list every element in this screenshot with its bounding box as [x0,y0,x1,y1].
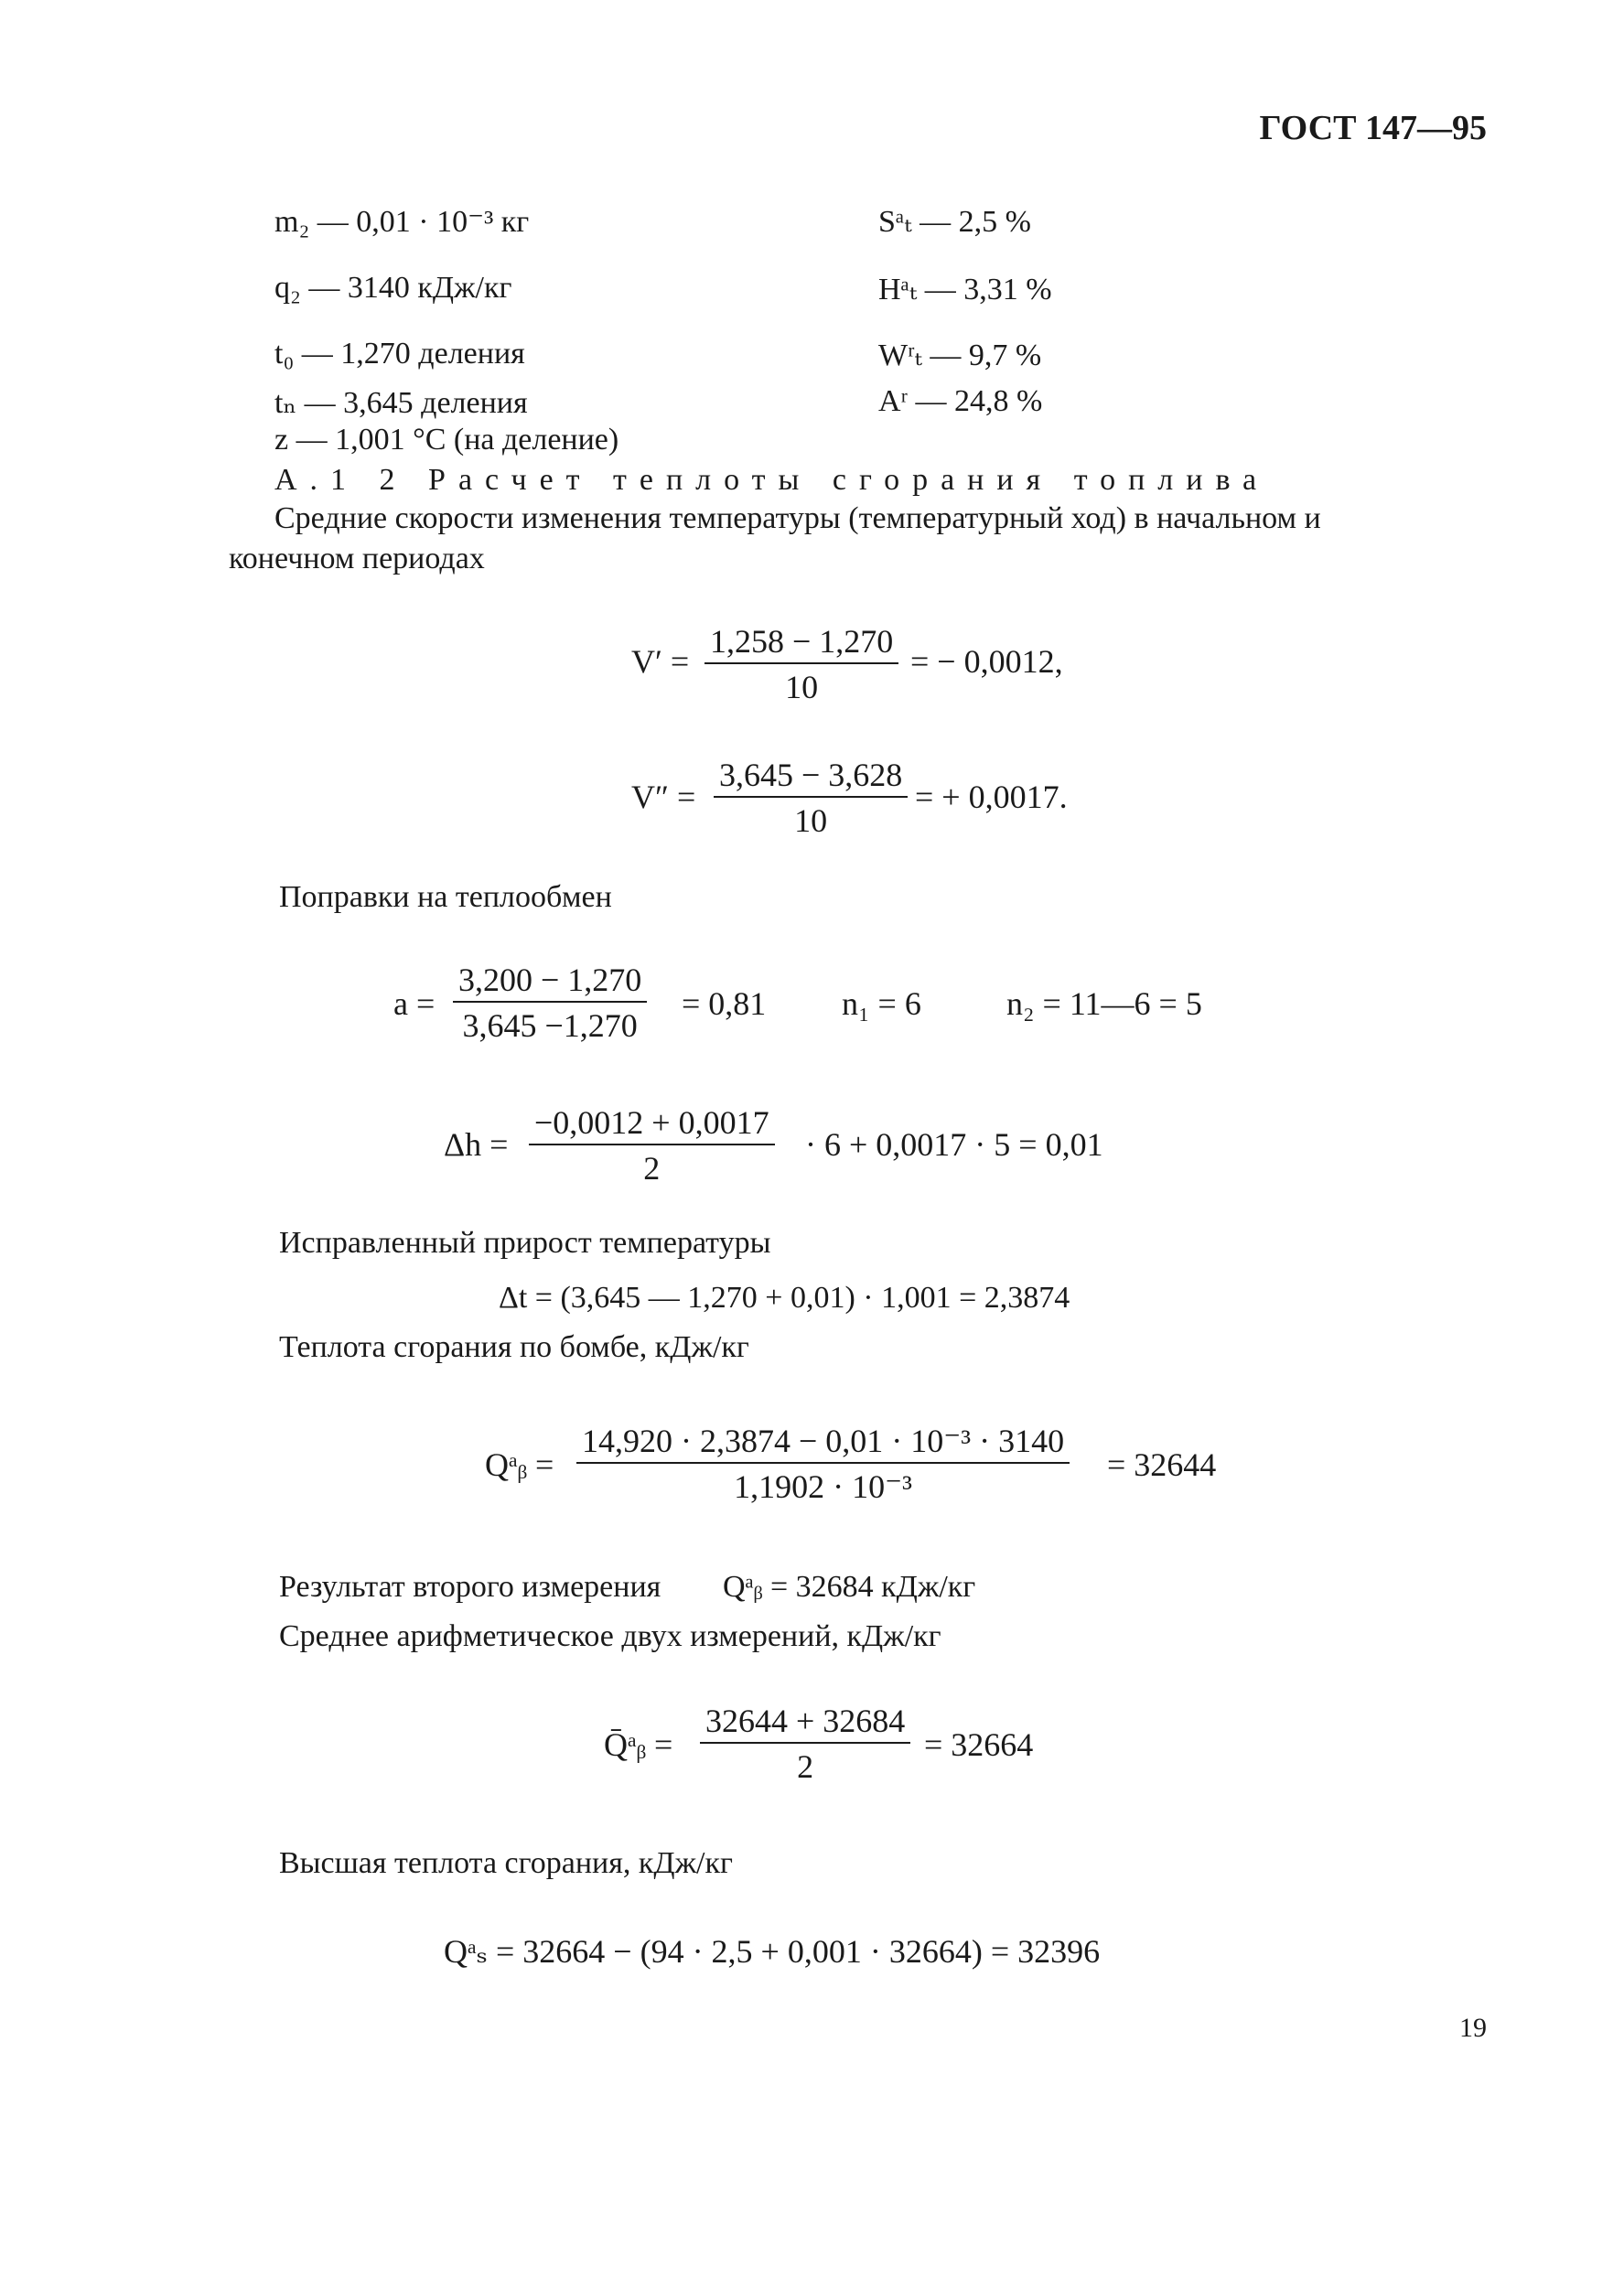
eq-v2-fraction [714,756,908,840]
param-h: Hᵃₜ — 3,31 % [878,273,1052,306]
eq-dh-numerator: −0,0012 + 0,0017 [529,1103,775,1145]
eq-v1-fraction [704,622,898,706]
param-t0: t₀ — 1,270 деления [274,337,525,371]
eq-a-rhs: = 0,81 [682,985,767,1022]
second-result-value: Qᵃᵦ = 32684 кДж/кг [723,1570,976,1604]
eq-v2-lhs: V″ = [631,779,696,815]
eq-mean-fraction [700,1702,910,1786]
corrected-label: Исправленный прирост температуры [279,1226,771,1260]
eq-a-fraction [453,961,647,1045]
eq-a-denominator: 3,645 −1,270 [462,1007,638,1044]
eq-qb-numerator: 14,920 · 2,3874 − 0,01 · 10⁻³ · 3140 [576,1422,1070,1464]
eq-a-numerator: 3,200 − 1,270 [453,961,647,1003]
eq-qs: Qᵃₛ = 32664 − (94 · 2,5 + 0,001 · 32664) = 32396 [444,1933,1101,1970]
param-q2: q₂ — 3140 кДж/кг [274,271,512,305]
eq-v2-numerator: 3,645 − 3,628 [714,756,908,798]
param-m2: m₂ — 0,01 · 10⁻³ кг [274,205,530,239]
eq-n1: n₁ = 6 [842,985,921,1022]
param-tn: tₙ — 3,645 деления [274,386,528,420]
eq-qb-rhs: = 32644 [1107,1446,1217,1483]
page-number: 19 [1459,2013,1487,2043]
eq-dh-denominator: 2 [643,1150,661,1187]
intro-text-line2: конечном периодах [229,542,485,575]
eq-n2: n₂ = 11—6 = 5 [1006,985,1202,1022]
eq-qb-fraction [576,1422,1070,1506]
eq-a-lhs: a = [393,985,436,1022]
eq-v2-rhs: = + 0,0017. [915,779,1068,815]
document-header: ГОСТ 147—95 [1259,109,1487,147]
eq-dt: Δt = (3,645 — 1,270 + 0,01) · 1,001 = 2,3874 [499,1281,1070,1315]
eq-dh-lhs: Δh = [444,1126,509,1163]
eq-qb-lhs: Qᵃᵦ = [485,1446,554,1483]
eq-v2-denominator: 10 [794,802,828,839]
eq-qb-denominator: 1,1902 · 10⁻³ [734,1468,912,1505]
section-title: А.1 2 Расчет теплоты сгорания топлива [274,463,1270,497]
second-result-label: Результат второго измерения [279,1570,661,1604]
eq-dh-fraction [529,1103,775,1187]
heat-exchange-label: Поправки на теплообмен [279,880,612,914]
eq-mean-lhs: Q̄ᵃᵦ = [604,1726,673,1763]
eq-v1-numerator: 1,258 − 1,270 [704,622,898,664]
higher-label: Высшая теплота сгорания, кДж/кг [279,1846,733,1880]
bomb-label: Теплота сгорания по бомбе, кДж/кг [279,1330,749,1364]
param-s: Sᵃₜ — 2,5 % [878,205,1031,239]
param-a: Aʳ — 24,8 % [878,384,1043,418]
param-z: z — 1,001 °С (на деление) [274,423,619,457]
eq-v1-lhs: V′ = [631,643,690,680]
mean-label: Среднее арифметическое двух измерений, кДж/кг [279,1619,941,1653]
eq-mean-numerator: 32644 + 32684 [700,1702,910,1744]
eq-dh-rhs: · 6 + 0,0017 · 5 = 0,01 [805,1126,1103,1163]
eq-v1-denominator: 10 [785,669,819,705]
intro-text-line1: Средние скорости изменения температуры (температурный ход) в начальном и [274,501,1321,535]
eq-mean-rhs: = 32664 [924,1726,1034,1763]
param-w: Wʳₜ — 9,7 % [878,339,1042,372]
eq-mean-denominator: 2 [797,1748,814,1785]
eq-v1-rhs: = − 0,0012, [910,643,1063,680]
